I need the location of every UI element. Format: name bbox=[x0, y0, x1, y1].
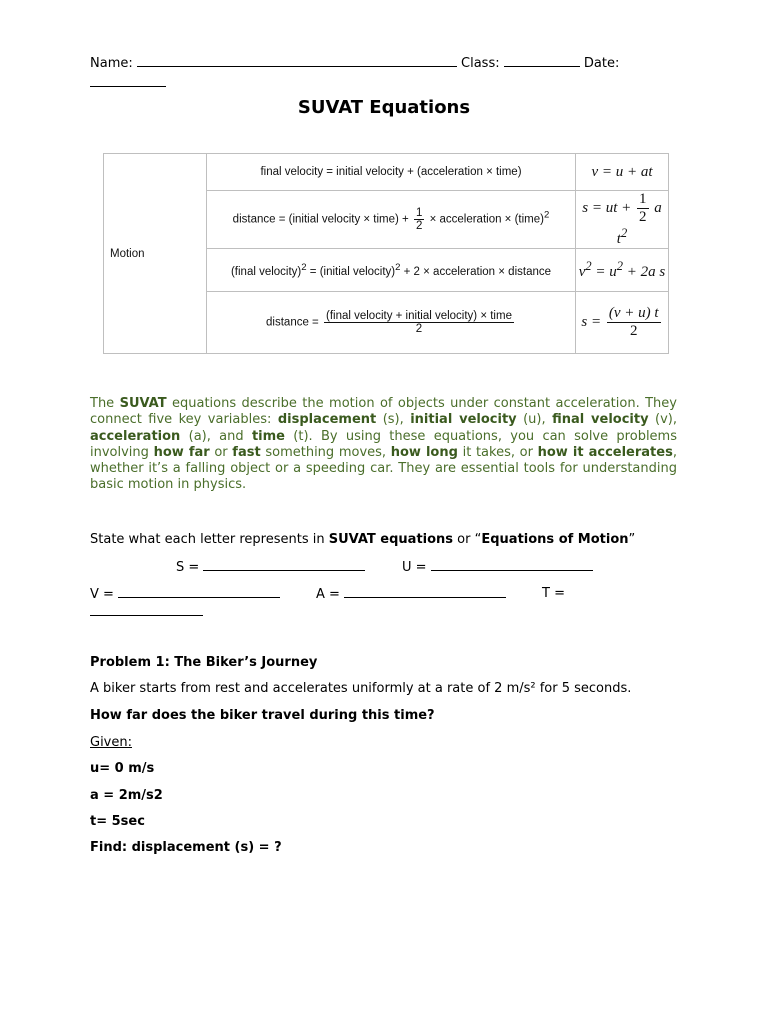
letter-a-blank[interactable] bbox=[344, 586, 506, 598]
given-u: u= 0 m/s bbox=[90, 761, 155, 776]
letter-u-label: U = bbox=[402, 560, 427, 575]
letter-u-blank[interactable] bbox=[431, 559, 593, 571]
equation-symbols-2: s = ut + $\frac{1}{2}$ a $t^2$ bbox=[576, 191, 669, 249]
date-blank[interactable] bbox=[90, 75, 166, 87]
date-label: Date: bbox=[583, 56, 620, 71]
class-blank[interactable] bbox=[504, 55, 580, 67]
letter-t-blank-row bbox=[90, 604, 203, 620]
given-t: t= 5sec bbox=[90, 814, 145, 829]
letter-s-blank[interactable] bbox=[203, 559, 365, 571]
letter-s-label: S = bbox=[176, 560, 200, 575]
given-label: Given: bbox=[90, 735, 132, 750]
date-blank-row bbox=[90, 75, 166, 91]
given-a: a = 2m/s2 bbox=[90, 788, 163, 803]
equation-words-1: final velocity = initial velocity + (acceleration × time) bbox=[207, 154, 576, 191]
letter-v-row bbox=[90, 586, 280, 602]
fraction-s: $\frac{(v + u) t}{2}$ bbox=[608, 305, 659, 339]
letter-v-label: V = bbox=[90, 587, 114, 602]
equation-words-3: (final velocity)$^2$ = (initial velocity)$^2$ + 2 × acceleration × distance bbox=[207, 249, 576, 292]
letter-a-row bbox=[316, 586, 506, 602]
letter-a-label: A = bbox=[316, 587, 340, 602]
name-label: Name: bbox=[90, 56, 133, 71]
equation-table bbox=[103, 153, 669, 354]
class-label: Class: bbox=[461, 56, 500, 71]
page-title: SUVAT Equations bbox=[297, 97, 471, 118]
equation-symbols-4: s = $\frac{(v + u) t}{2}$ bbox=[576, 292, 669, 354]
name-blank[interactable] bbox=[137, 55, 457, 67]
intro-paragraph: The SUVAT equations describe the motion of objects under constant acceleration. They connect five key variables: displacement (s), initial velocity (u), final velocity (v), acceleration (a), and time (t). By using these equations, you can solve problems involving how far or fast something moves, how long it takes, or how it accelerates, whether it’s a falling object or a speeding car. They are essential tools for understanding basic motion in physics. bbox=[90, 396, 677, 493]
fraction-distance: $\frac{\text{(final velocity + initial velocity) × time}}{2}$ bbox=[325, 310, 512, 335]
problem-heading: Problem 1: The Biker’s Journey bbox=[90, 655, 318, 670]
equation-symbols-1: v = u + at bbox=[576, 154, 669, 191]
letter-s-row bbox=[176, 559, 365, 575]
fraction-half: $\frac{1}{2}$ bbox=[415, 207, 423, 232]
equation-words-2: distance = (initial velocity × time) + $\frac{1}{2}$ × acceleration × (time)$^2$ bbox=[207, 191, 576, 249]
letter-v-blank[interactable] bbox=[118, 586, 280, 598]
instruction: State what each letter represents in SUVAT equations or “Equations of Motion” bbox=[90, 532, 636, 547]
equation-words-4: distance = $\frac{\text{(final velocity + initial velocity) × time}}{2}$ bbox=[207, 292, 576, 354]
letter-t-blank[interactable] bbox=[90, 604, 203, 616]
find-line: Find: displacement (s) = ? bbox=[90, 840, 282, 855]
header-fields bbox=[90, 55, 619, 71]
letter-u-row bbox=[402, 559, 593, 575]
letter-t-label: T = bbox=[542, 586, 565, 601]
fraction-half-symbol: $\frac{1}{2}$ bbox=[639, 191, 647, 225]
equation-symbols-3: $v^2 = u^2 + 2a$ s bbox=[576, 249, 669, 292]
letter-t-row bbox=[542, 586, 565, 601]
problem-statement: A biker starts from rest and accelerates uniformly at a rate of 2 m/s² for 5 seconds. bbox=[90, 681, 632, 696]
motion-label: Motion bbox=[104, 154, 207, 354]
problem-question: How far does the biker travel during this time? bbox=[90, 708, 435, 723]
